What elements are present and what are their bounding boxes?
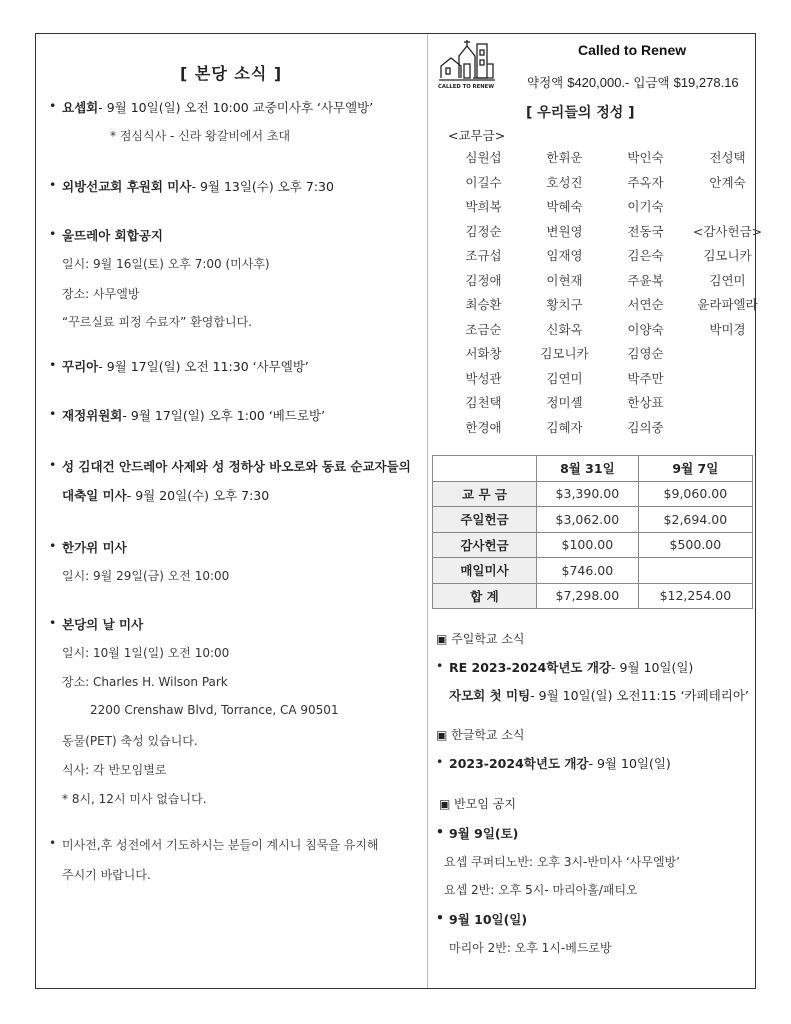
news-item-joseph-sub: * 점심식사 - 신라 왕갈비에서 초대: [110, 129, 291, 143]
news-item-ultreya: • 울뜨레아 회합공지: [62, 226, 163, 244]
donor-name: 주옥자: [627, 174, 664, 190]
column-divider: [427, 34, 428, 988]
news-item-finance: • 재정위원회- 9월 17일(일) 오후 1:00 ‘베드로방’: [62, 406, 325, 424]
campaign-title: Called to Renew: [578, 42, 687, 58]
table-header-row: [433, 456, 753, 482]
donor-name: 이길수: [465, 174, 502, 190]
table-header-cell: 8월 31일: [537, 456, 639, 482]
row-label: 교 무 금: [433, 481, 537, 507]
news-item-chuseok-date: 일시: 9월 29일(금) 오전 10:00: [62, 569, 230, 583]
sunday-school-item: • RE 2023-2024학년도 개강- 9월 10일(일): [449, 658, 693, 676]
donor-name-grid: [443, 146, 769, 440]
donor-name: 조규섭: [465, 248, 502, 263]
news-item-parish-day-note: * 8시, 12시 미사 없습니다.: [62, 792, 207, 806]
row-value: $3,062.00: [537, 507, 639, 533]
news-item-mission: • 외방선교회 후원회 미사- 9월 13일(수) 오후 7:30: [62, 177, 334, 195]
news-item-silence: • 미사전,후 성전에서 기도하시는 분들이 계시니 침묵을 유지해: [62, 836, 379, 853]
donor-name: 신화옥: [546, 321, 583, 337]
row-value: $746.00: [537, 558, 639, 584]
row-label: 감사헌금: [433, 532, 537, 558]
row-value: $2,694.00: [638, 507, 752, 533]
education-fund-label: <교무금>: [448, 128, 506, 143]
donor-name: 박희복: [465, 199, 502, 214]
donor-name: 서화창: [465, 346, 502, 361]
news-item-chuseok: • 한가위 미사: [62, 538, 127, 556]
table-total-row: [433, 583, 753, 609]
svg-text:CALLED TO RENEW: CALLED TO RENEW: [438, 84, 495, 90]
donor-name: 변원영: [546, 223, 583, 239]
donor-name: 김정애: [465, 272, 502, 288]
row-value: $9,060.00: [638, 481, 752, 507]
news-item-parish-day-meal: 식사: 각 반모임별로: [62, 763, 167, 777]
news-item-parish-day-date: 일시: 10월 1일(일) 오전 10:00: [62, 646, 230, 660]
donor-name: 김정순: [465, 223, 502, 239]
donor-name: 김모니카: [540, 346, 589, 361]
row-value: $100.00: [537, 532, 639, 558]
row-value: $500.00: [638, 532, 752, 558]
korean-school-title: ▣ 한글학교 소식: [436, 728, 525, 742]
news-item-parish-day-place: 장소: Charles H. Wilson Park: [62, 675, 228, 689]
giving-title: [ 우리들의 정성 ]: [526, 105, 635, 121]
sunday-school-title: ▣ 주일학교 소식: [436, 632, 525, 646]
row-label: 주일헌금: [433, 507, 537, 533]
donor-name: 박성관: [465, 370, 502, 386]
donor-name: 한경애: [465, 419, 502, 435]
news-item-ultreya-place: 장소: 사무엘방: [62, 287, 140, 301]
donor-name: 박혜숙: [546, 199, 583, 214]
row-label: 합 계: [433, 583, 537, 609]
donor-name: [686, 391, 769, 416]
donor-name: 서연순: [627, 297, 664, 312]
donor-name: 한상표: [627, 395, 664, 410]
row-label: 매일미사: [433, 558, 537, 584]
news-item-parish-day-address: 2200 Crenshaw Blvd, Torrance, CA 90501: [90, 703, 339, 717]
donor-name: 정미셸: [546, 395, 583, 410]
donor-name: 황치구: [546, 297, 583, 312]
donor-name: 안계숙: [709, 174, 746, 190]
news-item-ultreya-note: “꾸르실료 피정 수료자” 환영합니다.: [62, 315, 252, 329]
thanksgiving-label: <감사헌금>: [692, 223, 763, 239]
news-item-martyrs: • 성 김대건 안드레아 사제와 성 정하상 바오로와 동료 순교자들의: [62, 457, 411, 475]
offering-summary-table: [432, 455, 753, 609]
pledge-line: 약정액 $420,000.- 입금액 $19,278.16: [527, 75, 739, 90]
group-notice-day1-line: 요셉 쿠퍼티노반: 오후 3시-반미사 ‘사무엘방’: [444, 855, 680, 869]
donor-name: 심원섭: [465, 150, 502, 165]
donor-name: 최승환: [465, 297, 502, 312]
donor-name: 임재영: [546, 248, 583, 263]
table-row: [433, 532, 753, 558]
korean-school-item: • 2023-2024학년도 개강- 9월 10일(일): [449, 754, 671, 772]
news-item-martyrs-feast: 대축일 미사- 9월 20일(수) 오후 7:30: [62, 488, 270, 503]
row-value: $3,390.00: [537, 481, 639, 507]
donor-name: 호성진: [546, 174, 583, 190]
donor-name: 전성택: [709, 150, 746, 165]
group-notice-day1: • 9월 9일(토): [449, 824, 518, 842]
donor-name: 박미경: [709, 321, 746, 337]
group-notice-day2: • 9월 10일(일): [449, 910, 527, 928]
donor-name: 이현재: [546, 272, 583, 288]
news-item-parish-day: • 본당의 날 미사: [62, 615, 143, 633]
donor-name: [686, 367, 769, 392]
news-item-silence-cont: 주시기 바랍니다.: [62, 868, 151, 882]
parish-news-title: [ 본당 소식 ]: [180, 64, 283, 83]
donor-name: 김영순: [627, 346, 664, 361]
donor-name: 김의중: [627, 419, 664, 435]
donor-name: 조금순: [465, 321, 502, 337]
group-notice-day1-line: 요셉 2반: 오후 5시- 마리아홀/패티오: [444, 883, 638, 897]
donor-name: 김모니카: [703, 248, 752, 263]
donor-name: 윤라파엘라: [697, 297, 758, 312]
row-value: [638, 558, 752, 584]
group-notice-day2-line: 마리아 2반: 오후 1시-베드로방: [449, 941, 612, 955]
table-header-cell: [433, 456, 537, 482]
news-item-parish-day-pet: 동물(PET) 축성 있습니다.: [62, 734, 198, 748]
table-row: [433, 507, 753, 533]
table-row: [433, 481, 753, 507]
donor-name: 김연미: [546, 370, 583, 386]
row-value: $12,254.00: [638, 583, 752, 609]
donor-name: 한휘운: [546, 150, 583, 165]
donor-name: 김은숙: [627, 248, 664, 263]
donor-name: 박주만: [627, 370, 664, 386]
table-header-cell: 9월 7일: [638, 456, 752, 482]
donor-name: 박인숙: [627, 150, 664, 165]
sunday-school-parent-meeting: 자모회 첫 미팅- 9월 10일(일) 오전11:15 ‘카페테리아’: [449, 688, 749, 703]
news-item-curia: • 꾸리아- 9월 17일(일) 오전 11:30 ‘사무엘방’: [62, 357, 309, 375]
news-item-ultreya-date: 일시: 9월 16일(토) 오후 7:00 (미사후): [62, 257, 270, 271]
called-to-renew-logo: [437, 38, 497, 92]
group-notice-title: ▣ 반모임 공지: [439, 797, 516, 811]
donor-name: 김혜자: [546, 419, 583, 435]
donor-name: 이양숙: [627, 321, 664, 337]
donor-name: 이기숙: [627, 199, 664, 214]
donor-name: 전동국: [627, 223, 664, 239]
donor-name: 김연미: [709, 272, 746, 288]
donor-name: 주윤복: [627, 272, 664, 288]
donor-name: 김천택: [465, 395, 502, 410]
donor-name: [686, 416, 769, 441]
table-row: [433, 558, 753, 584]
row-value: $7,298.00: [537, 583, 639, 609]
donor-name: [686, 342, 769, 367]
donor-name: [686, 195, 769, 220]
news-item-joseph: • 요셉회- 9월 10일(일) 오전 10:00 교중미사후 ‘사무엘방’: [62, 98, 373, 116]
